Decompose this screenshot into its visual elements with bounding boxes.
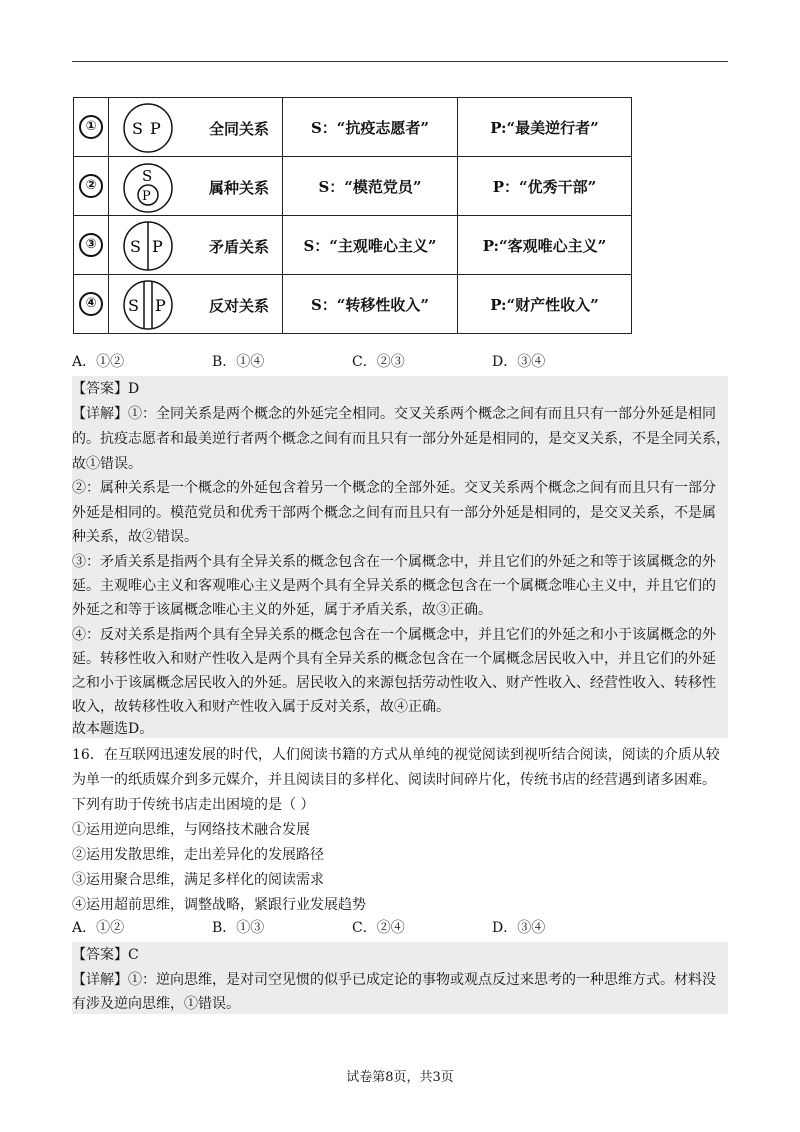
explanation-line: 【详解】①：逆向思维，是对司空见惯的似乎已成定论的事物或观点反过来思考的一种思维方式。材料没 bbox=[72, 972, 716, 988]
page-footer: 试卷第8页，共3页 bbox=[346, 1070, 454, 1085]
svg-text:P: P bbox=[152, 237, 163, 256]
p-concept: P:“财产性收入” bbox=[458, 275, 632, 334]
table-row bbox=[74, 157, 632, 216]
svg-text:S: S bbox=[142, 167, 153, 185]
explanation-line: 延。主观唯心主义和客观唯心主义是两个具有全异关系的概念包含在一个属概念唯心主义中，并且它们的 bbox=[72, 578, 716, 594]
s-concept: S：“模范党员” bbox=[283, 157, 458, 216]
option-d: D．③④ bbox=[492, 920, 546, 936]
option-c: C．②③ bbox=[352, 354, 405, 370]
row-number: ① bbox=[79, 115, 103, 139]
option-a: A．①② bbox=[72, 920, 125, 936]
svg-text:P: P bbox=[142, 189, 151, 204]
explanation-line: 之和小于该属概念居民收入的外延。居民收入的来源包括劳动性收入、财产性收入、经营性收入、转移性 bbox=[72, 675, 716, 691]
header-rule bbox=[72, 61, 728, 62]
row-number: ③ bbox=[79, 233, 103, 257]
venn-diagram-genus-species bbox=[109, 157, 283, 216]
venn-diagram-contrary bbox=[109, 275, 283, 334]
relation-name: 反对关系 bbox=[209, 297, 270, 315]
table-row bbox=[74, 275, 632, 334]
relation-name: 全同关系 bbox=[209, 120, 270, 138]
svg-text:S: S bbox=[130, 237, 141, 256]
s-concept: S：“抗疫志愿者” bbox=[283, 98, 458, 157]
p-concept: P:“最美逆行者” bbox=[458, 98, 632, 157]
option-a: A．①② bbox=[72, 354, 125, 370]
explanation-line: 收入，故转移性收入和财产性收入属于反对关系，故④正确。 bbox=[72, 699, 450, 715]
explanation-line: ②：属种关系是一个概念的外延包含着另一个概念的全部外延。交叉关系两个概念之间有而且只有一部分 bbox=[72, 480, 716, 496]
statement-item: ④运用超前思维，调整战略，紧跟行业发展趋势 bbox=[72, 897, 366, 913]
row-number: ④ bbox=[79, 292, 103, 316]
answer-label: 【答案】D bbox=[72, 381, 140, 397]
explanation-line: 外延是相同的。模范党员和优秀干部两个概念之间有而且只有一部分外延是相同的，是交叉关系，不是属 bbox=[72, 505, 716, 521]
svg-text:S: S bbox=[128, 296, 139, 315]
svg-text:P: P bbox=[155, 296, 166, 315]
table-row bbox=[74, 98, 632, 157]
explanation-line: 外延之和等于该属概念唯心主义的外延，属于矛盾关系，故③正确。 bbox=[72, 602, 492, 618]
statement-item: ③运用聚合思维，满足多样化的阅读需求 bbox=[72, 872, 324, 888]
explanation-line: 种关系，故②错误。 bbox=[72, 529, 198, 545]
question-stem: 为单一的纸质媒介到多元媒介，并且阅读目的多样化、阅读时间碎片化，传统书店的经营遇到诸多困难。 bbox=[72, 772, 716, 788]
concept-relation-table bbox=[73, 97, 632, 334]
explanation-line: 故①错误。 bbox=[72, 456, 142, 472]
statement-item: ①运用逆向思维，与网络技术融合发展 bbox=[72, 822, 310, 838]
row-number: ② bbox=[79, 174, 103, 198]
option-b: B．①④ bbox=[212, 354, 265, 370]
s-concept: S：“主观唯心主义” bbox=[283, 216, 458, 275]
explanation-line: 有涉及逆向思维，①错误。 bbox=[72, 996, 240, 1012]
explanation-line: ③：矛盾关系是指两个具有全异关系的概念包含在一个属概念中，并且它们的外延之和等于该属概念的外 bbox=[72, 554, 716, 570]
venn-diagram-identity bbox=[109, 98, 283, 157]
explanation-line: 的。抗疫志愿者和最美逆行者两个概念之间有而且只有一部分外延是相同的，是交叉关系，不是全同关系， bbox=[72, 431, 730, 447]
relation-name: 矛盾关系 bbox=[209, 238, 270, 256]
svg-text:P: P bbox=[150, 119, 161, 138]
option-d: D．③④ bbox=[492, 354, 546, 370]
explanation-line: ④：反对关系是指两个具有全异关系的概念包含在一个属概念中，并且它们的外延之和小于该属概念的外 bbox=[72, 627, 716, 643]
p-concept: P：“优秀干部” bbox=[458, 157, 632, 216]
s-concept: S：“转移性收入” bbox=[283, 275, 458, 334]
venn-diagram-contradiction bbox=[109, 216, 283, 275]
answer-label: 【答案】C bbox=[72, 947, 139, 963]
table-row bbox=[74, 216, 632, 275]
explanation-line: 故本题选D。 bbox=[72, 721, 154, 737]
option-c: C．②④ bbox=[352, 920, 405, 936]
explanation-line: 延。转移性收入和财产性收入是两个具有全异关系的概念包含在一个属概念居民收入中，并且它们的外延 bbox=[72, 651, 716, 667]
question-stem: 下列有助于传统书店走出困境的是（ ） bbox=[72, 797, 315, 813]
svg-text:S: S bbox=[132, 119, 143, 138]
p-concept: P:“客观唯心主义” bbox=[458, 216, 632, 275]
question-stem: 16．在互联网迅速发展的时代，人们阅读书籍的方式从单纯的视觉阅读到视听结合阅读，阅读的介质从较 bbox=[72, 747, 720, 763]
explanation-line: 【详解】①：全同关系是两个概念的外延完全相同。交叉关系两个概念之间有而且只有一部分外延是相同 bbox=[72, 406, 716, 422]
relation-name: 属种关系 bbox=[209, 179, 270, 197]
option-b: B．①③ bbox=[212, 920, 265, 936]
statement-item: ②运用发散思维，走出差异化的发展路径 bbox=[72, 847, 324, 863]
